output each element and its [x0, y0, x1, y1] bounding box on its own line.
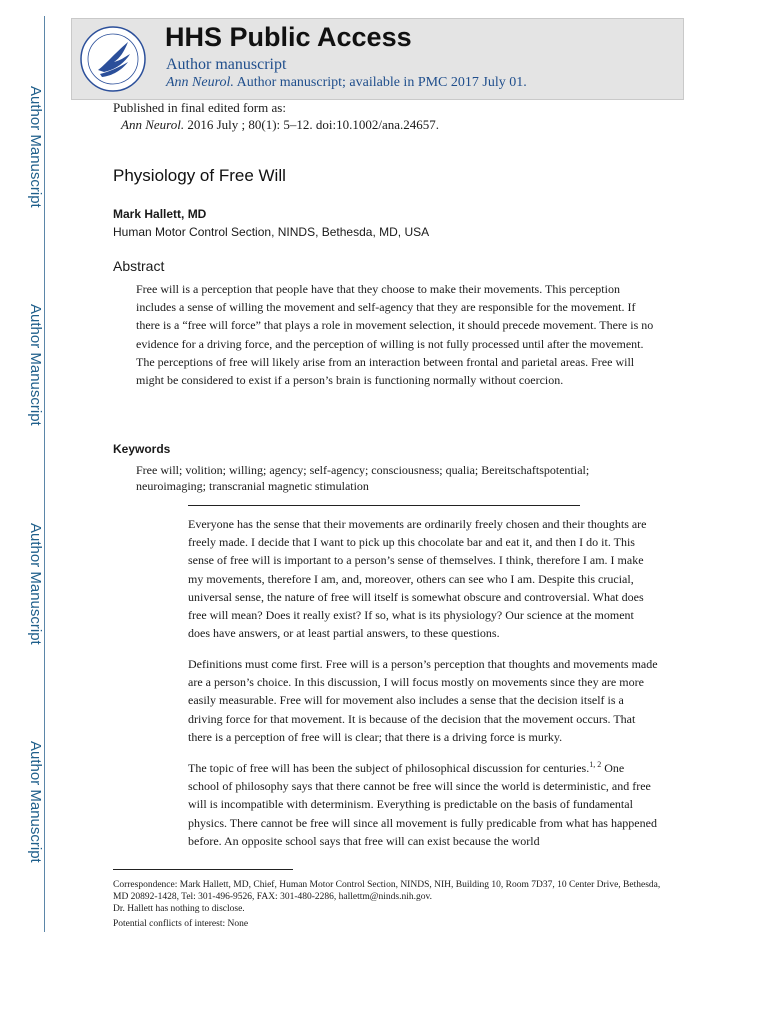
author-affiliation: Human Motor Control Section, NINDS, Bethesda, MD, USA — [113, 225, 430, 239]
body-paragraph-2: Definitions must come first. Free will is a person’s perception that thoughts and movements made are a person’s choice. In this discussion, I will focus mostly on movements since they are more easily measurable. Free will for movement also includes a sense that the decision itself is a driving force for that movement. It is because of the decision that the movement occurs. That there is a perception of free will is clear; that there is a driving force is murky. — [188, 657, 658, 744]
disclosure-note: Dr. Hallett has nothing to disclose. — [113, 903, 245, 914]
keywords-text: Free will; volition; willing; agency; self-agency; consciousness; qualia; Bereitschaftspotential; neuroimaging; transcranial magnetic stimulation — [136, 463, 590, 493]
sidebar-divider — [44, 16, 45, 932]
abstract-heading: Abstract — [113, 258, 165, 274]
reference-superscript[interactable]: 1, 2 — [589, 760, 602, 769]
correspondence-note: Correspondence: Mark Hallett, MD, Chief, Human Motor Control Section, NINDS, NIH, Building 10, Room 7D37, 10 Center Drive, Bethesda, MD 20892-1428, Tel: 301-496-9526, FAX: 301-480-2286, hallettm@ninds.nih.gov. — [113, 880, 661, 902]
paragraph-3-start: The topic of free will has been the subject of philosophical discussion for centuries. — [188, 761, 590, 775]
header-journal: Ann Neurol. — [166, 75, 234, 90]
footnote-block — [113, 880, 673, 915]
paragraph-3-end: One school of philosophy says that there cannot be free will since the world is deterministic, and free will is incompatible with determinism. Everything is predictable on the basis of fundamental physics. There cannot be free will since all movement is fully predicable from what has happened before. An opposite school says that free will can exist because the world — [188, 761, 657, 848]
header-availability-text: Author manuscript; available in PMC 2017 July 01. — [233, 75, 527, 90]
abstract-text: Free will is a perception that people have that they choose to make their movements. This perception includes a sense of willing the movement and self-agency that they are responsible for the movement. If there is a “free will force” that plays a role in movement selection, it should precede movement. There is no evidence for a driving force, and the perception of willing is not fully processed until after the movement. The perceptions of free will likely arise from an interaction between frontal and parietal areas. Free will might be considered to exist if a person’s brain is functioning normally without coercion. — [136, 282, 654, 388]
sidebar-author-manuscript-4: Author Manuscript — [27, 741, 44, 863]
publication-citation — [121, 117, 439, 133]
header-availability — [166, 75, 527, 91]
hhs-seal-icon — [78, 24, 148, 94]
article-title: Physiology of Free Will — [113, 166, 286, 185]
body-paragraph-3 — [188, 759, 658, 850]
sidebar-author-manuscript-3: Author Manuscript — [27, 523, 44, 645]
section-divider — [188, 505, 580, 506]
conflicts-note: Potential conflicts of interest: None — [113, 919, 249, 929]
header-title: HHS Public Access — [165, 22, 412, 52]
header-subtitle: Author manuscript — [166, 56, 287, 73]
author-name: Mark Hallett, MD — [113, 207, 207, 221]
publication-note: Published in final edited form as: — [113, 100, 286, 115]
body-paragraph-1: Everyone has the sense that their movements are ordinarily freely chosen and their thoughts are freely made. I decide that I want to pick up this chocolate bar and eat it, and then I do it. This sense of free will is important to a person’s sense of themselves. I think, therefore I am. I make my movements, therefore I am, and, moreover, others can see who I am. Despite this crucial, universal sense, the nature of free will itself is somewhat obscure and controversial. What does free will mean? Does it really exist? If so, what is its physiology? Our science at the moment does have answers, or at least partial answers, to these questions. — [188, 517, 647, 641]
footnote-divider — [113, 869, 293, 870]
sidebar-author-manuscript-2: Author Manuscript — [27, 304, 44, 426]
citation-details: 2016 July ; 80(1): 5–12. doi:10.1002/ana.24657. — [184, 117, 440, 132]
citation-journal: Ann Neurol. — [121, 117, 185, 132]
sidebar-author-manuscript-1: Author Manuscript — [27, 86, 44, 208]
keywords-heading: Keywords — [113, 442, 171, 456]
